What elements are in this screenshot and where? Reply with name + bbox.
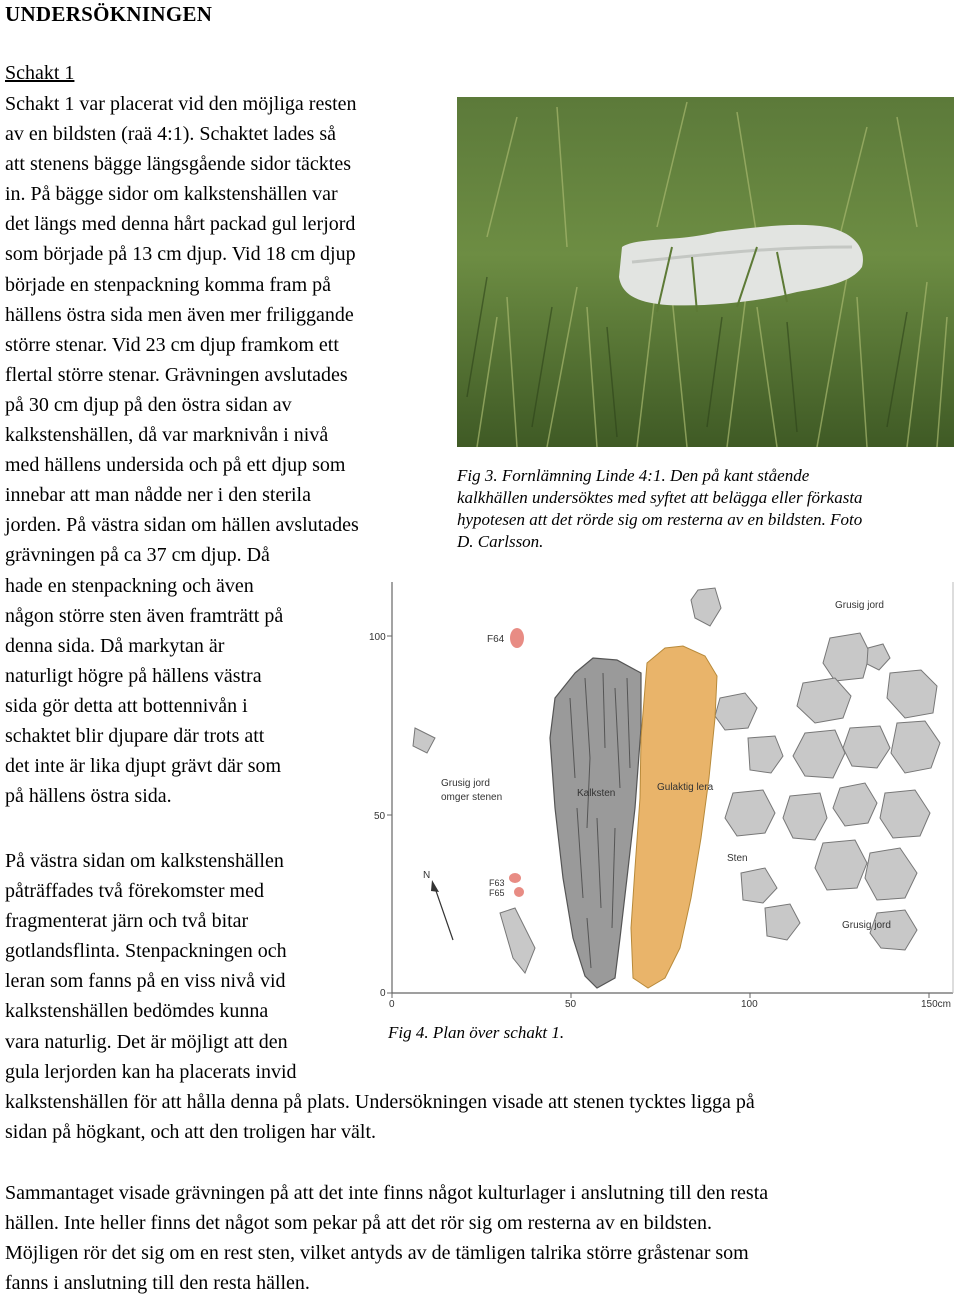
caption-line: kalkhällen undersöktes med syftet att belägga eller förkasta <box>457 488 863 507</box>
text-line: hade en stenpackning och även <box>5 574 254 597</box>
text-line: in. På bägge sidor om kalkstenshällen var <box>5 183 338 206</box>
north-arrow-icon <box>423 870 453 940</box>
text-line: det längs med denna hårt packad gul lerjord <box>5 213 356 236</box>
text-line: schaktet blir djupare där trots att <box>5 724 265 747</box>
label-f65: F65 <box>489 888 505 898</box>
text-line: flertal större stenar. Grävningen avslutades <box>5 363 348 386</box>
trench-plan-drawing <box>365 578 957 1010</box>
text-line: På västra sidan om kalkstenshällen <box>5 850 284 872</box>
text-line: gula lerjorden kan ha placerats invid <box>5 1060 297 1083</box>
text-line: hällen. Inte heller finns det något som pekar på att det rör sig om resterna av en bildsten. <box>5 1212 713 1235</box>
label-omger-stenen: omger stenen <box>441 792 503 803</box>
text-line: påträffades två förekomster med <box>5 880 264 903</box>
label-grusig-jord: Grusig jord <box>835 600 884 611</box>
north-label: N <box>423 870 431 881</box>
text-line: någon större sten även framträtt på <box>5 604 284 627</box>
text-line: grävningen på ca 37 cm djup. Då <box>5 544 270 567</box>
text-line: Sammantaget visade grävningen på att det inte finns något kulturlager i anslutning till den resta <box>5 1182 769 1204</box>
text-line: av en bildsten (raä 4:1). Schaktet lades så <box>5 123 336 146</box>
x-tick-label: 100 <box>741 999 758 1010</box>
find-f64 <box>510 628 524 648</box>
text-line: kalkstenshällen, då var marknivån i nivå <box>5 424 329 447</box>
caption-line: hypotesen att det rörde sig om resterna av en bildsten. Foto <box>457 510 863 529</box>
text-line: gotlandsflinta. Stenpackningen och <box>5 940 287 963</box>
text-line: att stenens bägge längsgående sidor täcktes <box>5 153 351 176</box>
text-line: började en stenpackning komma fram på <box>5 273 331 296</box>
y-tick-label: 50 <box>374 811 386 822</box>
x-tick-label: 0 <box>389 999 395 1010</box>
y-tick-label: 100 <box>369 632 386 643</box>
text-line: hällens östra sida men även mer friliggande <box>5 303 354 326</box>
label-kalksten: Kalksten <box>577 788 616 799</box>
caption-line: D. Carlsson. <box>457 532 544 551</box>
text-line: kalkstenshällen för att hålla denna på plats. Undersökningen visade att stenen tycktes ligga på <box>5 1090 755 1113</box>
lera-area <box>631 646 717 988</box>
text-line: sida gör detta att bottennivån i <box>5 694 248 717</box>
label-sten: Sten <box>727 853 748 864</box>
grass-photo-illustration <box>457 97 954 447</box>
section-heading: UNDERSÖKNINGEN <box>5 2 213 26</box>
label-grusig-jord-bottom: Grusig jord <box>842 920 891 931</box>
label-grusig-jord-left: Grusig jord <box>441 778 490 789</box>
find-f63 <box>509 873 521 883</box>
text-line: Möjligen rör det sig om en rest sten, vilket antyds av de tämligen talrika större gråstenar som <box>5 1242 749 1265</box>
text-line: jorden. På västra sidan om hällen avslutades <box>5 514 359 537</box>
text-line: naturligt högre på hällens västra <box>5 664 262 687</box>
text-line: som började på 13 cm djup. Vid 18 cm djup <box>5 243 356 266</box>
x-tick-label: 150cm <box>921 999 952 1010</box>
text-line: fragmenterat järn och två bitar <box>5 910 249 933</box>
text-line: innebar att man nådde ner i den sterila <box>5 484 311 507</box>
figure-3-photo <box>457 97 954 447</box>
paragraph-3 <box>5 1178 955 1298</box>
text-line: på 30 cm djup på den östra sidan av <box>5 393 292 416</box>
text-line: det inte är lika djupt grävt där som <box>5 755 282 778</box>
figure-4-caption: Fig 4. Plan över schakt 1. <box>388 1023 565 1042</box>
figure-3-caption <box>457 465 947 553</box>
text-line: större stenar. Vid 23 cm djup framkom ett <box>5 333 339 356</box>
text-line: leran som fanns på en viss nivå vid <box>5 970 286 993</box>
text-line: med hällens undersida och på ett djup som <box>5 454 346 477</box>
figure-4-plan <box>365 578 957 1010</box>
text-line: fanns i anslutning till den resta hällen. <box>5 1272 310 1295</box>
text-line: Schakt 1 var placerat vid den möjliga resten <box>5 93 357 115</box>
text-line: denna sida. Då markytan är <box>5 634 225 657</box>
label-f63: F63 <box>489 878 505 888</box>
kalksten-slab <box>550 658 641 988</box>
text-line: kalkstenshällen bedömdes kunna <box>5 1000 269 1023</box>
text-line: sidan på högkant, och att den troligen har vält. <box>5 1120 377 1143</box>
find-f65 <box>514 887 524 897</box>
text-line: vara naturlig. Det är möjligt att den <box>5 1030 288 1053</box>
text-line: på hällens östra sida. <box>5 785 172 808</box>
x-tick-label: 50 <box>565 999 577 1010</box>
y-tick-label: 0 <box>380 988 386 999</box>
subsection-title: Schakt 1 <box>5 62 75 84</box>
label-gulaktig-lera: Gulaktig lera <box>657 782 714 793</box>
caption-line: Fig 3. Fornlämning Linde 4:1. Den på kant stående <box>457 466 810 485</box>
label-f64: F64 <box>487 634 505 645</box>
